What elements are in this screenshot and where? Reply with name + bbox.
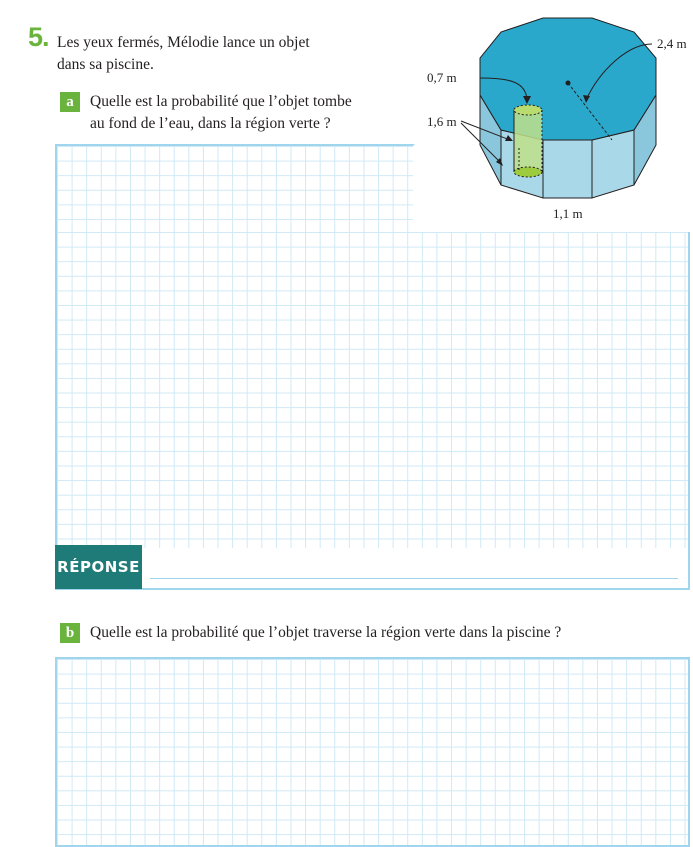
part-b-question: Quelle est la probabilité que l’objet traverse la région verte dans la piscine ? [90,624,562,641]
answer-field-area[interactable] [142,548,688,588]
stem-line-2: dans sa piscine. [57,56,154,73]
pool-side-front-right [543,140,592,198]
question-stem [57,32,397,76]
cylinder-top [514,105,542,115]
label-height: 1,6 m [427,114,457,129]
label-side-length: 1,1 m [553,206,583,221]
stem-line-1: Les yeux fermés, Mélodie lance un objet [57,34,310,51]
part-a-badge: a [60,92,80,112]
cylinder-body [514,110,542,172]
pool-water-top [480,18,656,140]
question-number: 5. [28,22,49,52]
part-a-question [90,91,410,135]
part-a-line-2: au fond de l’eau, dans la région verte ? [90,115,331,132]
answer-grid-b[interactable] [55,657,690,847]
cylinder-bottom [514,167,542,177]
part-a-line-1: Quelle est la probabilité que l’objet tombe [90,93,352,110]
pool-figure [410,10,693,230]
answer-label: RÉPONSE [55,545,142,589]
answer-line [150,578,678,579]
label-radius: 2,4 m [657,36,687,51]
part-b-badge: b [60,623,80,643]
answer-grid-a-top[interactable] [55,144,415,234]
label-cylinder-diameter: 0,7 m [427,70,457,85]
answer-grid-a[interactable] [55,232,690,590]
pool-side-right-1 [592,130,634,198]
